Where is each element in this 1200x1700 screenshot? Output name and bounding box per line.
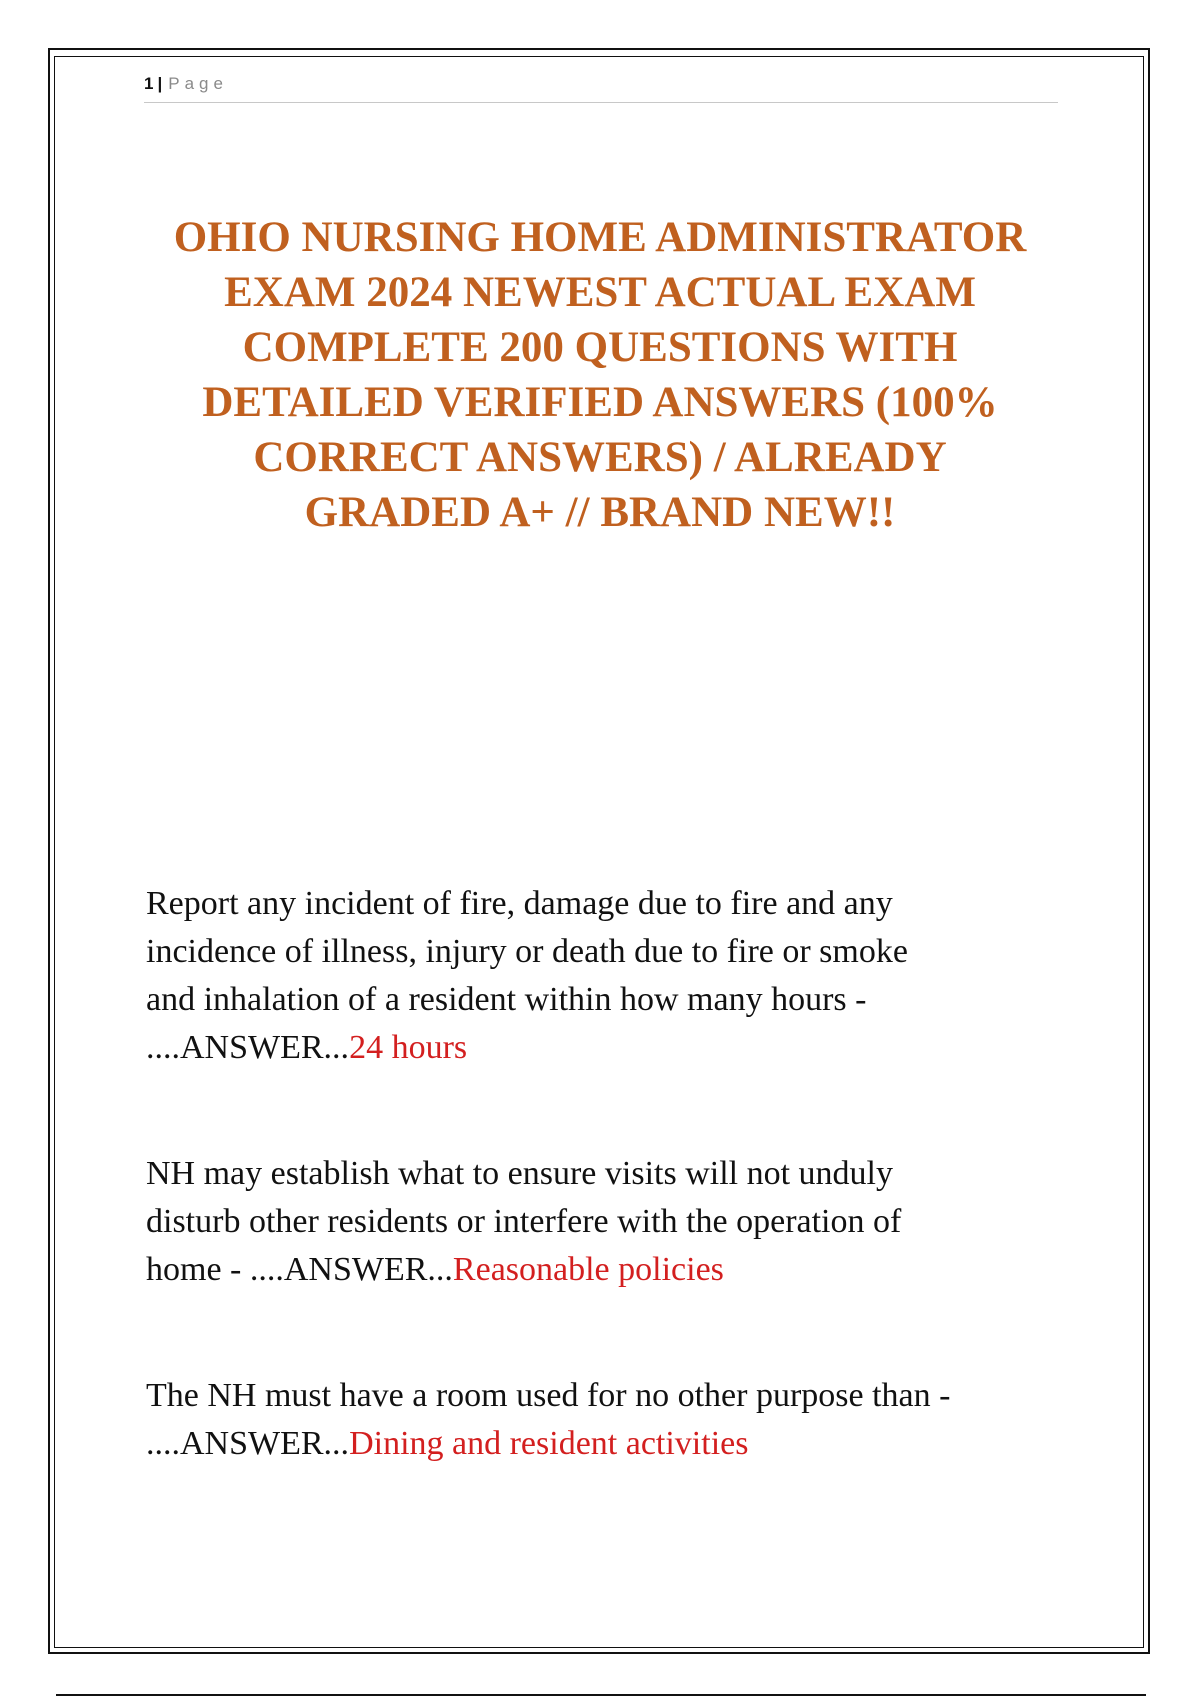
answer-text: 24 hours [349,1029,468,1066]
answer-line [146,1024,1066,1072]
next-page-border [56,1694,1146,1696]
answer-prefix: ....ANSWER... [146,1029,350,1066]
page-header [144,72,1058,103]
answer-text: Reasonable policies [452,1251,724,1288]
question-line: Report any incident of fire, damage due to fire and any [146,885,893,922]
page-label: Page [168,74,228,93]
page-number: 1 [144,74,154,93]
answer-text: Dining and resident activities [349,1425,749,1462]
page-separator: | [157,74,163,93]
question-line: disturb other residents or interfere with the operation of [146,1203,902,1240]
question-block-2 [146,1150,1066,1294]
document-title [140,210,1060,540]
question-block-1 [146,880,1066,1072]
answer-line [146,1420,1066,1468]
title-line: OHIO NURSING HOME ADMINISTRATOR [173,214,1027,261]
title-line: CORRECT ANSWERS) / ALREADY [253,434,947,481]
question-line: incidence of illness, injury or death due to fire or smoke [146,933,908,970]
answer-line [146,1246,1066,1294]
title-line: GRADED A+ // BRAND NEW!! [304,489,896,536]
title-line: DETAILED VERIFIED ANSWERS (100% [202,379,998,426]
question-line: NH may establish what to ensure visits will not unduly [146,1155,893,1192]
answer-prefix: ....ANSWER... [146,1425,350,1462]
title-line: EXAM 2024 NEWEST ACTUAL EXAM [224,269,976,316]
question-line: The NH must have a room used for no other purpose than - [146,1377,951,1414]
title-line: COMPLETE 200 QUESTIONS WITH [242,324,958,371]
answer-prefix: home - ....ANSWER... [146,1251,453,1288]
question-block-3 [146,1372,1066,1468]
question-line: and inhalation of a resident within how many hours - [146,981,867,1018]
